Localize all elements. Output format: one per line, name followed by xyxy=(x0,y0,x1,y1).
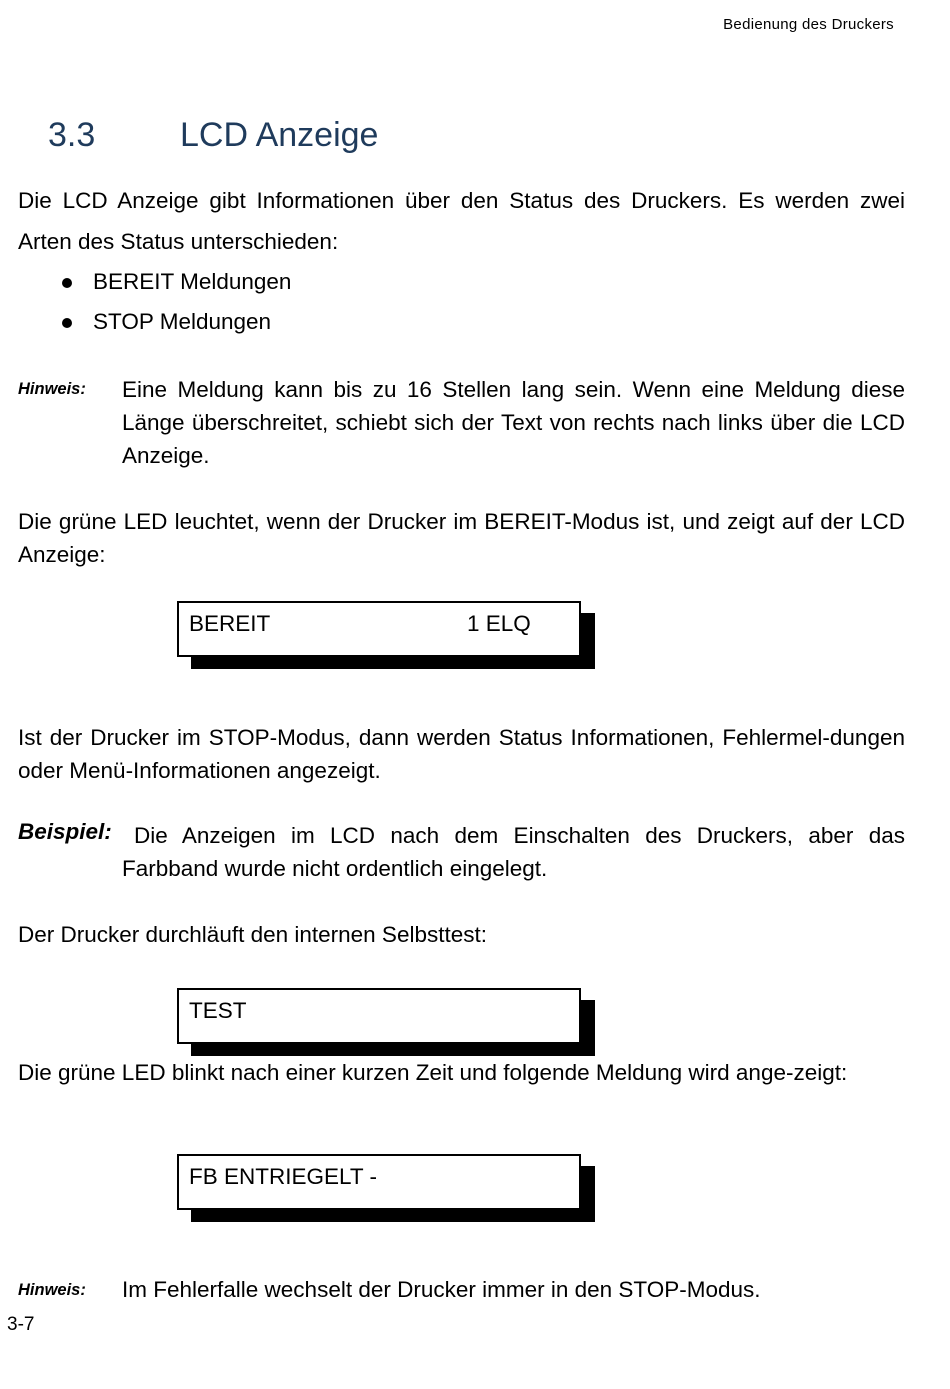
lcd-display-test xyxy=(177,988,581,1044)
paragraph-stop-mode: Ist der Drucker im STOP-Modus, dann werden Status Informationen, Fehlermel-dungen oder Menü-Informationen angezeigt. xyxy=(18,725,905,783)
section-title: LCD Anzeige xyxy=(180,116,379,154)
running-header: Bedienung des Druckers xyxy=(723,16,894,33)
note-label: Hinweis: xyxy=(18,1281,86,1299)
list-item: BEREIT Meldungen xyxy=(60,262,291,302)
lcd-display-error xyxy=(177,1154,581,1210)
section-heading xyxy=(48,116,378,155)
paragraph-led-blink: Die grüne LED blinkt nach einer kurzen Zeit und folgende Meldung wird ange-zeigt: xyxy=(18,1060,848,1085)
lcd-text-left: TEST xyxy=(189,998,247,1023)
lcd-display-ready xyxy=(177,601,581,657)
lcd-text-right: 1 ELQ xyxy=(467,611,531,636)
paragraph-led-green: Die grüne LED leuchtet, wenn der Drucker im BEREIT-Modus ist, und zeigt auf der LCD Anzeige: xyxy=(18,509,905,567)
status-type-list xyxy=(60,262,291,342)
paragraph-selftest: Der Drucker durchläuft den internen Selbsttest: xyxy=(18,922,487,947)
example-text-line2: Farbband wurde nicht ordentlich eingelegt. xyxy=(122,856,548,881)
page-number: 3-7 xyxy=(7,1314,35,1335)
lcd-text-left: FB ENTRIEGELT - xyxy=(189,1164,377,1189)
example-label: Beispiel: xyxy=(18,819,112,844)
example-text-line1: Die Anzeigen im LCD nach dem Einschalten des Druckers, aber das xyxy=(134,823,905,848)
lcd-text-left: BEREIT xyxy=(189,611,271,636)
note-text: Im Fehlerfalle wechselt der Drucker immer in den STOP-Modus. xyxy=(122,1277,761,1302)
note-label: Hinweis: xyxy=(18,380,86,398)
section-number: 3.3 xyxy=(48,116,96,154)
note-text: Eine Meldung kann bis zu 16 Stellen lang sein. Wenn eine Meldung diese Länge überschreitet, schiebt sich der Text von rechts nach links über die LCD Anzeige. xyxy=(122,377,905,468)
intro-paragraph: Die LCD Anzeige gibt Informationen über den Status des Druckers. Es werden zwei Arten des Status unterschieden: xyxy=(18,188,905,254)
list-item: STOP Meldungen xyxy=(60,302,291,342)
